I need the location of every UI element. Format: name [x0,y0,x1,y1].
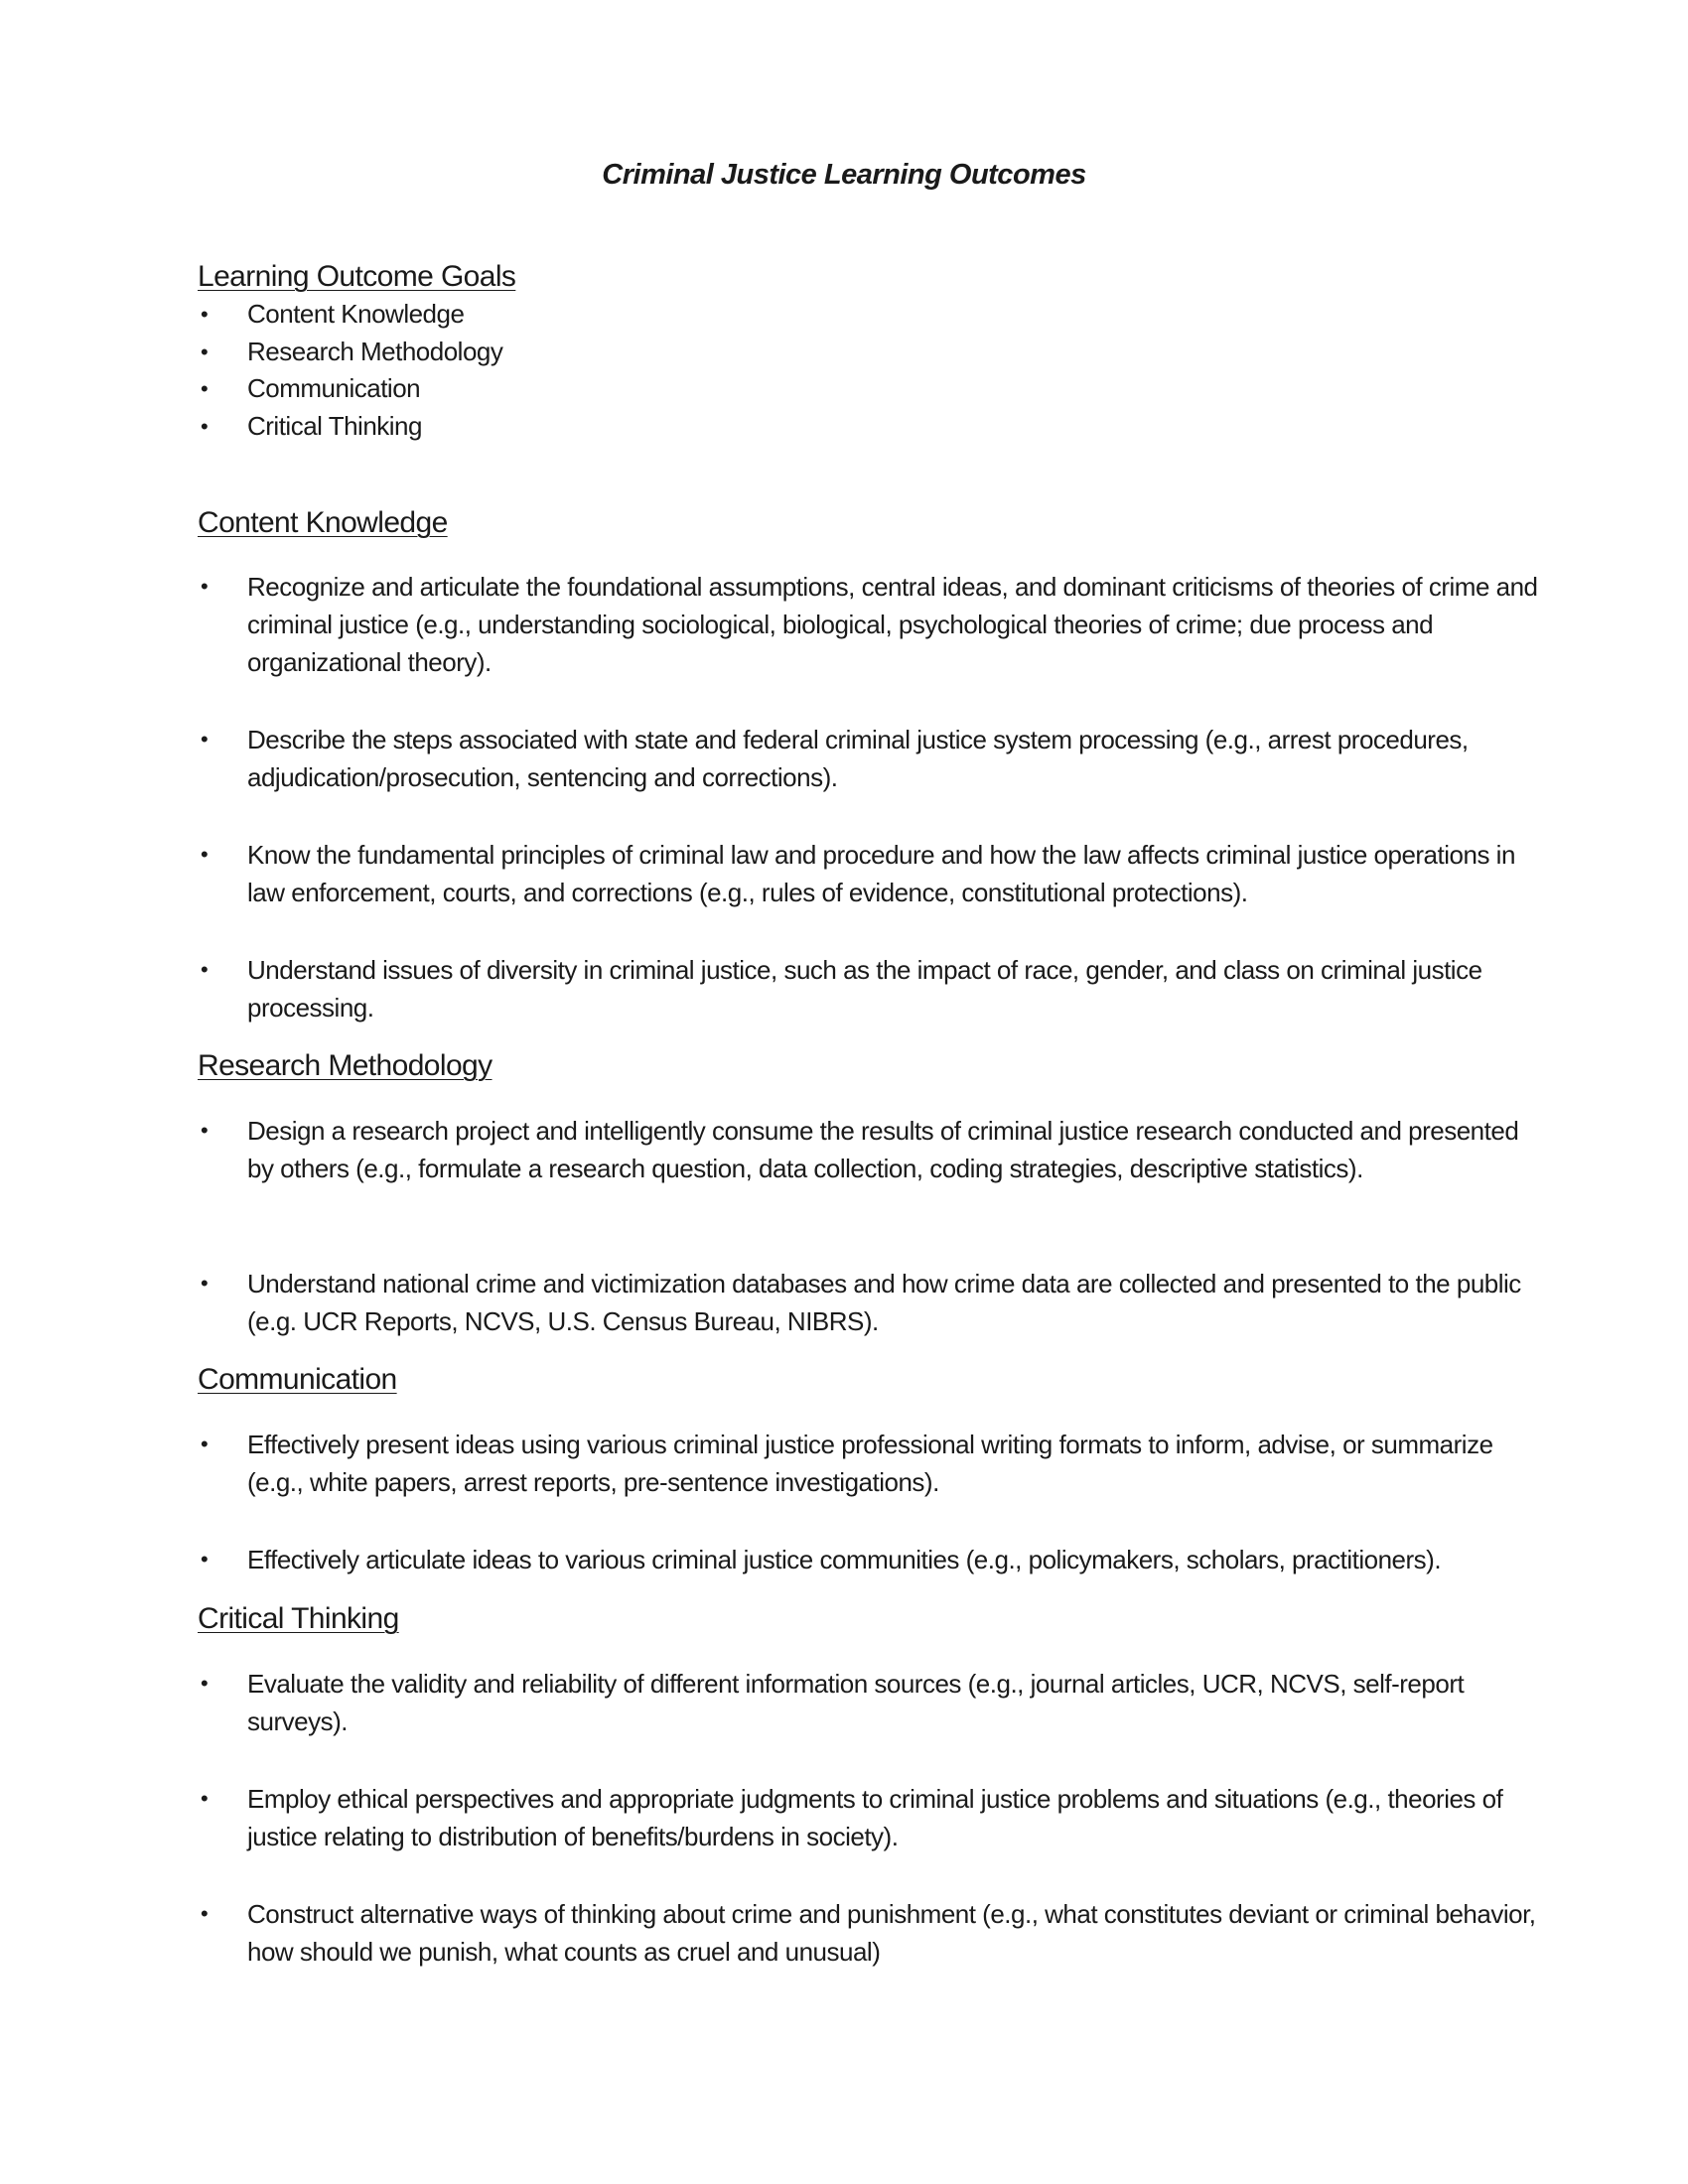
research-methodology-heading: Research Methodology [198,1049,492,1082]
communication-heading: Communication [198,1363,397,1396]
outcome-item-text: Recognize and articulate the foundational assumptions, central ideas, and dominant criticisms of theories of crime and criminal justice (e.g., understanding sociological, biological, psychological theories of crime; due process and organizational theory). [247,572,1538,677]
outcome-item [198,836,1538,911]
outcome-item [198,1426,1538,1501]
goal-item-label: Research Methodology [247,336,503,366]
outcome-item-text: Know the fundamental principles of criminal law and procedure and how the law affects criminal justice operations in law enforcement, courts, and corrections (e.g., rules of evidence, constitutional protections). [247,840,1515,907]
outcome-item [198,1780,1538,1855]
bullet-icon: • [201,339,209,364]
goal-item-label: Communication [247,373,421,403]
bullet-icon: • [201,842,209,867]
goal-item-research-methodology [198,334,502,371]
goal-item-communication [198,370,502,408]
goals-heading: Learning Outcome Goals [198,260,516,293]
outcome-item-text: Effectively present ideas using various criminal justice professional writing formats to inform, advise, or summarize (e.g., white papers, arrest reports, pre-sentence investigations). [247,1430,1493,1497]
outcome-item [198,1112,1538,1187]
bullet-icon: • [201,957,209,982]
goal-item-content-knowledge [198,296,502,334]
goal-item-label: Critical Thinking [247,410,422,441]
bullet-icon: • [201,1271,209,1296]
outcome-item [198,1541,1538,1578]
bullet-icon: • [201,1786,209,1811]
outcome-item [198,721,1538,796]
outcome-item-text: Understand national crime and victimization databases and how crime data are collected and presented to the public (e.g. UCR Reports, NCVS, U.S. Census Bureau, NIBRS). [247,1269,1521,1336]
outcome-item-text: Employ ethical perspectives and appropriate judgments to criminal justice problems and situations (e.g., theories of justice relating to distribution of benefits/burdens in society). [247,1784,1503,1851]
bullet-icon: • [201,413,209,439]
goal-item-critical-thinking [198,408,502,446]
outcome-item-text: Understand issues of diversity in criminal justice, such as the impact of race, gender, and class on criminal justice processing. [247,955,1482,1023]
outcome-item-text: Construct alternative ways of thinking about crime and punishment (e.g., what constitutes deviant or criminal behavior, how should we punish, what counts as cruel and unusual) [247,1899,1536,1967]
document-title: Criminal Justice Learning Outcomes [602,159,1086,191]
content-knowledge-heading: Content Knowledge [198,506,448,539]
goals-list [198,296,502,445]
bullet-icon: • [201,302,209,327]
outcome-item-text: Describe the steps associated with state and federal criminal justice system processing (e.g., arrest procedures, adjudication/prosecution, sentencing and corrections). [247,725,1469,792]
bullet-icon: • [201,1118,209,1143]
bullet-icon: • [201,1671,209,1696]
bullet-icon: • [201,1432,209,1456]
bullet-icon: • [201,1547,209,1571]
bullet-icon: • [201,574,209,599]
critical-thinking-heading: Critical Thinking [198,1602,399,1635]
outcome-item [198,1665,1538,1740]
goal-item-label: Content Knowledge [247,299,465,329]
outcome-item-text: Evaluate the validity and reliability of different information sources (e.g., journal articles, UCR, NCVS, self-report surveys). [247,1669,1465,1736]
outcome-item [198,951,1538,1026]
bullet-icon: • [201,727,209,751]
outcome-item-text: Design a research project and intelligently consume the results of criminal justice research conducted and presented by others (e.g., formulate a research question, data collection, coding strategies, descriptive statistics). [247,1116,1519,1183]
outcome-item-text: Effectively articulate ideas to various criminal justice communities (e.g., policymakers, scholars, practitioners). [247,1545,1442,1574]
bullet-icon: • [201,1901,209,1926]
outcome-item [198,1895,1538,1971]
outcome-item [198,1265,1538,1340]
outcome-item [198,568,1538,681]
bullet-icon: • [201,376,209,401]
